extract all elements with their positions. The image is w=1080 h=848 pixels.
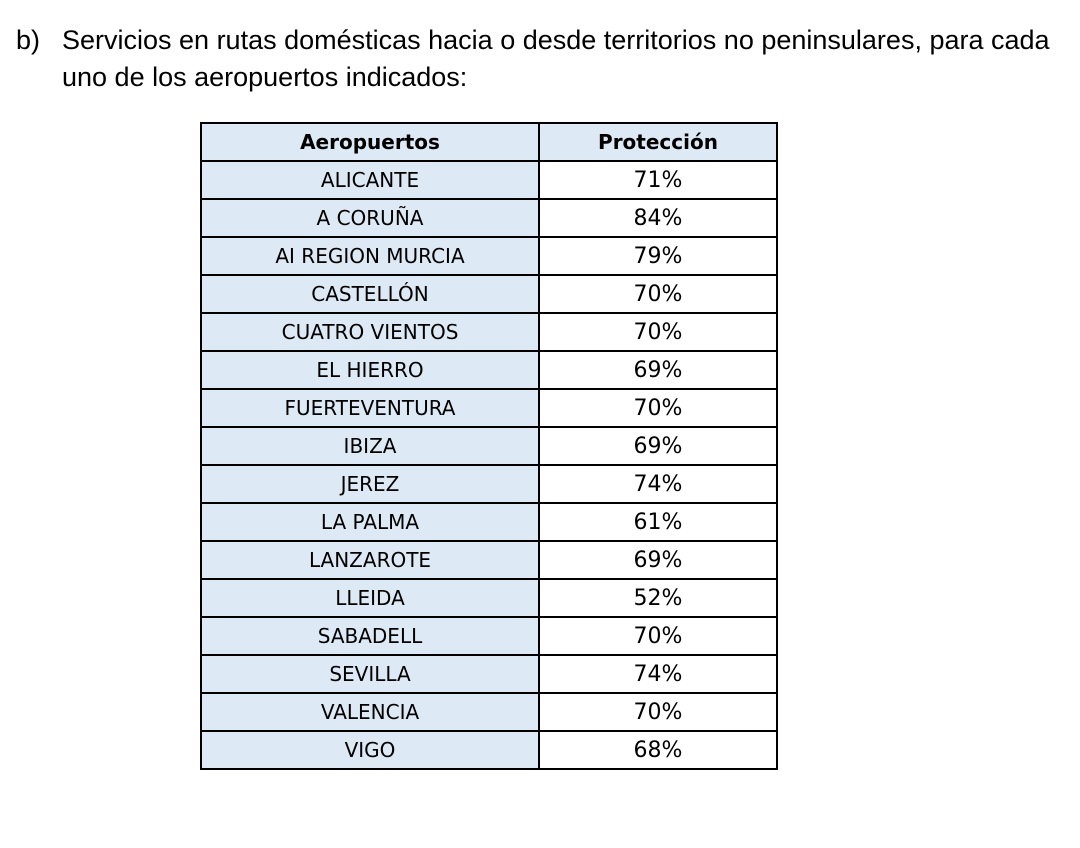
protection-value-cell: 70% bbox=[539, 693, 777, 731]
table-row bbox=[201, 693, 777, 731]
table-row bbox=[201, 503, 777, 541]
table-row bbox=[201, 465, 777, 503]
airport-name-cell: LANZAROTE bbox=[201, 541, 539, 579]
airport-name-cell: JEREZ bbox=[201, 465, 539, 503]
table-row bbox=[201, 351, 777, 389]
airports-table bbox=[200, 122, 778, 770]
airport-name-cell: IBIZA bbox=[201, 427, 539, 465]
protection-value-cell: 70% bbox=[539, 389, 777, 427]
table-row bbox=[201, 427, 777, 465]
table-header-row bbox=[201, 123, 777, 161]
section-heading bbox=[16, 22, 1066, 96]
airport-name-cell: EL HIERRO bbox=[201, 351, 539, 389]
table-row bbox=[201, 579, 777, 617]
table-row bbox=[201, 161, 777, 199]
airport-name-cell: LLEIDA bbox=[201, 579, 539, 617]
protection-value-cell: 68% bbox=[539, 731, 777, 769]
table-row bbox=[201, 237, 777, 275]
airport-name-cell: FUERTEVENTURA bbox=[201, 389, 539, 427]
airport-name-cell: LA PALMA bbox=[201, 503, 539, 541]
airport-name-cell: A CORUÑA bbox=[201, 199, 539, 237]
airport-name-cell: ALICANTE bbox=[201, 161, 539, 199]
table-row bbox=[201, 655, 777, 693]
table-row bbox=[201, 731, 777, 769]
protection-value-cell: 74% bbox=[539, 655, 777, 693]
airport-name-cell: SEVILLA bbox=[201, 655, 539, 693]
table-row bbox=[201, 199, 777, 237]
airport-name-cell: VALENCIA bbox=[201, 693, 539, 731]
protection-value-cell: 70% bbox=[539, 313, 777, 351]
protection-value-cell: 79% bbox=[539, 237, 777, 275]
heading-text: Servicios en rutas domésticas hacia o desde territorios no peninsulares, para cada uno de los aeropuertos indicados: bbox=[62, 25, 1050, 92]
table-row bbox=[201, 389, 777, 427]
protection-value-cell: 52% bbox=[539, 579, 777, 617]
airport-name-cell: CUATRO VIENTOS bbox=[201, 313, 539, 351]
protection-value-cell: 69% bbox=[539, 351, 777, 389]
list-marker: b) bbox=[16, 25, 41, 55]
airport-name-cell: AI REGION MURCIA bbox=[201, 237, 539, 275]
airport-name-cell: SABADELL bbox=[201, 617, 539, 655]
protection-value-cell: 71% bbox=[539, 161, 777, 199]
protection-value-cell: 84% bbox=[539, 199, 777, 237]
protection-value-cell: 70% bbox=[539, 617, 777, 655]
airport-name-cell: VIGO bbox=[201, 731, 539, 769]
protection-value-cell: 69% bbox=[539, 541, 777, 579]
table-row bbox=[201, 617, 777, 655]
protection-value-cell: 61% bbox=[539, 503, 777, 541]
table-row bbox=[201, 275, 777, 313]
protection-value-cell: 70% bbox=[539, 275, 777, 313]
table-row bbox=[201, 313, 777, 351]
header-airports: Aeropuertos bbox=[201, 123, 539, 161]
protection-value-cell: 74% bbox=[539, 465, 777, 503]
header-protection: Protección bbox=[539, 123, 777, 161]
table-row bbox=[201, 541, 777, 579]
airport-name-cell: CASTELLÓN bbox=[201, 275, 539, 313]
protection-value-cell: 69% bbox=[539, 427, 777, 465]
